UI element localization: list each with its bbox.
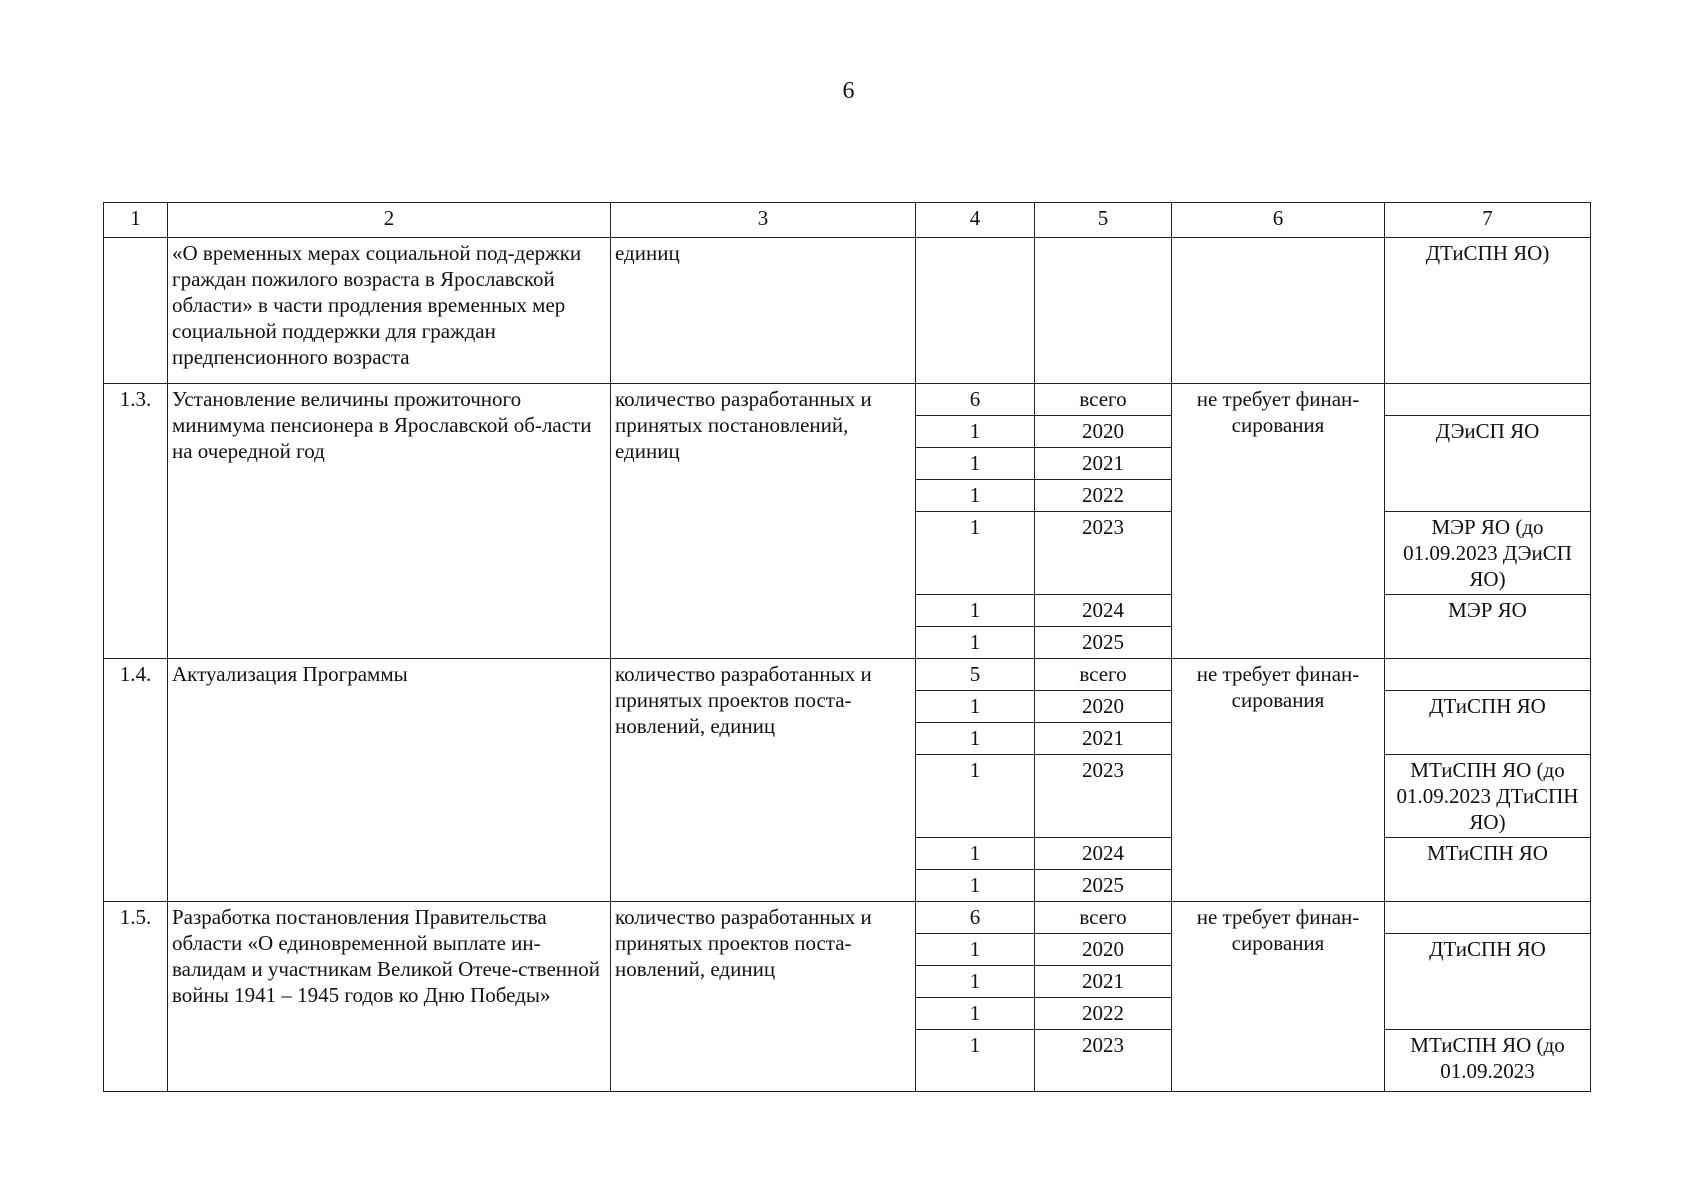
item-responsible: МТиСПН ЯО (до 01.09.2023 ДТиСПН ЯО) (1385, 755, 1591, 838)
table-row (104, 384, 1591, 416)
item-responsible: ДТиСПН ЯО (1385, 934, 1591, 1030)
item-period: 2025 (1035, 870, 1172, 902)
item-value: 1 (916, 966, 1035, 998)
item-value: 1 (916, 512, 1035, 595)
item-name: Установление величины прожиточного минимума пенсионера в Ярославской об-ласти на очередной год (168, 384, 611, 659)
header-cell: 3 (611, 203, 916, 238)
item-period: 2020 (1035, 691, 1172, 723)
item-period: 2021 (1035, 723, 1172, 755)
header-cell: 7 (1385, 203, 1591, 238)
item-number: 1.4. (104, 659, 168, 902)
item-responsible (1385, 902, 1591, 934)
item-responsible: ДЭиСП ЯО (1385, 416, 1591, 512)
item-value: 1 (916, 755, 1035, 838)
item-responsible: МЭР ЯО (до 01.09.2023 ДЭиСП ЯО) (1385, 512, 1591, 595)
item-indicator: количество разработанных и принятых постановлений, единиц (611, 384, 916, 659)
item-period: 2020 (1035, 416, 1172, 448)
item-value: 1 (916, 723, 1035, 755)
item-value: 5 (916, 659, 1035, 691)
item-period: 2024 (1035, 595, 1172, 627)
item-number: 1.3. (104, 384, 168, 659)
item-financing: не требует финан-сирования (1172, 659, 1385, 902)
item-value: 6 (916, 902, 1035, 934)
header-cell: 2 (168, 203, 611, 238)
table-row (104, 659, 1591, 691)
item-responsible (1385, 659, 1591, 691)
header-cell: 5 (1035, 203, 1172, 238)
item-period: всего (1035, 659, 1172, 691)
item-value: 1 (916, 998, 1035, 1030)
item-value: 1 (916, 1030, 1035, 1092)
item-period: 2023 (1035, 755, 1172, 838)
item-period: всего (1035, 902, 1172, 934)
item-responsible (1385, 384, 1591, 416)
item-indicator: количество разработанных и принятых проектов поста-новлений, единиц (611, 659, 916, 902)
item-name: Актуализация Программы (168, 659, 611, 902)
item-period: 2023 (1035, 1030, 1172, 1092)
item-indicator: количество разработанных и принятых проектов поста-новлений, единиц (611, 902, 916, 1092)
item-responsible: МТиСПН ЯО (до 01.09.2023 (1385, 1030, 1591, 1092)
item-period: всего (1035, 384, 1172, 416)
item-responsible: ДТиСПН ЯО) (1385, 238, 1591, 384)
item-value: 1 (916, 934, 1035, 966)
item-name: «О временных мерах социальной под-держки граждан пожилого возраста в Ярославской области» в части продления временных мер социальной поддержки для граждан предпенсионного возраста (168, 238, 611, 384)
item-period (1035, 238, 1172, 384)
item-value: 1 (916, 595, 1035, 627)
table-row (104, 902, 1591, 934)
table-row (104, 238, 1591, 384)
item-value (916, 238, 1035, 384)
item-responsible: ДТиСПН ЯО (1385, 691, 1591, 755)
item-responsible: МТиСПН ЯО (1385, 838, 1591, 902)
item-financing (1172, 238, 1385, 384)
item-period: 2021 (1035, 966, 1172, 998)
header-cell: 4 (916, 203, 1035, 238)
item-indicator: единиц (611, 238, 916, 384)
item-responsible: МЭР ЯО (1385, 595, 1591, 659)
header-cell: 6 (1172, 203, 1385, 238)
item-value: 1 (916, 416, 1035, 448)
item-value: 1 (916, 480, 1035, 512)
item-number (104, 238, 168, 384)
item-financing: не требует финан-сирования (1172, 902, 1385, 1092)
item-period: 2022 (1035, 480, 1172, 512)
item-value: 1 (916, 870, 1035, 902)
item-name: Разработка постановления Правительства области «О единовременной выплате ин-валидам и участникам Великой Отече-ственной войны 1941 – 1945 годов ко Дню Победы» (168, 902, 611, 1092)
item-period: 2023 (1035, 512, 1172, 595)
item-period: 2020 (1035, 934, 1172, 966)
item-number: 1.5. (104, 902, 168, 1092)
item-value: 1 (916, 448, 1035, 480)
header-cell: 1 (104, 203, 168, 238)
item-financing: не требует финан-сирования (1172, 384, 1385, 659)
item-value: 6 (916, 384, 1035, 416)
item-value: 1 (916, 838, 1035, 870)
item-period: 2022 (1035, 998, 1172, 1030)
item-period: 2025 (1035, 627, 1172, 659)
item-value: 1 (916, 627, 1035, 659)
item-period: 2024 (1035, 838, 1172, 870)
header-row (104, 203, 1591, 238)
item-value: 1 (916, 691, 1035, 723)
program-table (103, 202, 1591, 1092)
page-number: 6 (842, 78, 855, 104)
item-period: 2021 (1035, 448, 1172, 480)
